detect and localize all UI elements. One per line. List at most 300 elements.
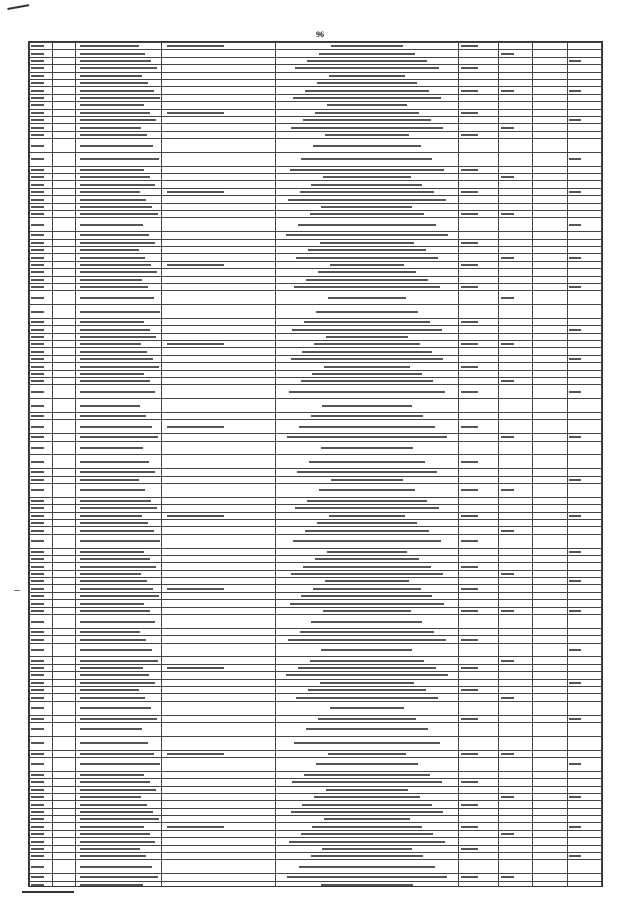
illegible-ink xyxy=(312,826,421,828)
table-row xyxy=(30,643,602,657)
table-row xyxy=(30,694,602,701)
table-cell xyxy=(75,355,161,362)
table-cell xyxy=(567,254,601,261)
illegible-ink xyxy=(80,311,160,313)
table-cell xyxy=(567,570,601,577)
table-cell xyxy=(499,269,533,276)
illegible-ink xyxy=(569,119,581,121)
table-cell xyxy=(30,679,53,686)
table-cell xyxy=(161,757,275,771)
illegible-ink xyxy=(321,884,414,886)
table-cell xyxy=(52,679,75,686)
table-cell xyxy=(30,881,53,887)
table-cell xyxy=(499,715,533,722)
illegible-ink xyxy=(80,249,139,251)
illegible-ink xyxy=(461,169,479,171)
table-cell xyxy=(275,722,458,736)
table-cell xyxy=(275,196,458,203)
table-cell xyxy=(458,399,498,413)
table-cell xyxy=(499,124,533,131)
illegible-ink xyxy=(167,667,224,669)
table-cell xyxy=(567,853,601,860)
illegible-ink xyxy=(31,184,44,186)
table-cell xyxy=(458,152,498,166)
table-cell xyxy=(30,318,53,325)
illegible-ink xyxy=(31,689,44,691)
table-cell xyxy=(75,232,161,239)
table-cell xyxy=(567,94,601,101)
table-cell xyxy=(533,420,567,434)
table-cell xyxy=(533,570,567,577)
illegible-ink xyxy=(80,134,147,136)
illegible-ink xyxy=(80,264,151,266)
illegible-ink xyxy=(80,75,142,77)
table-cell xyxy=(533,434,567,441)
table-cell xyxy=(567,694,601,701)
table-cell xyxy=(533,269,567,276)
illegible-ink xyxy=(302,804,431,806)
table-cell xyxy=(52,65,75,72)
table-cell xyxy=(52,239,75,246)
illegible-ink xyxy=(501,343,514,345)
illegible-ink xyxy=(501,213,514,215)
table-row xyxy=(30,779,602,786)
table-cell xyxy=(533,823,567,830)
table-cell xyxy=(533,845,567,852)
table-cell xyxy=(161,628,275,635)
table-cell xyxy=(52,694,75,701)
table-cell xyxy=(52,786,75,793)
illegible-ink xyxy=(31,358,44,360)
table-row xyxy=(30,378,602,385)
table-cell xyxy=(275,399,458,413)
table-cell xyxy=(161,476,275,483)
table-cell xyxy=(499,505,533,512)
table-cell xyxy=(275,341,458,348)
table-cell xyxy=(30,413,53,420)
table-cell xyxy=(275,578,458,585)
table-cell xyxy=(458,94,498,101)
illegible-ink xyxy=(31,127,44,129)
table-cell xyxy=(499,57,533,64)
table-cell xyxy=(533,341,567,348)
illegible-ink xyxy=(31,158,44,160)
table-cell xyxy=(458,72,498,79)
table-row xyxy=(30,823,602,830)
table-cell xyxy=(30,441,53,455)
table-cell xyxy=(533,636,567,643)
illegible-ink xyxy=(31,286,44,288)
table-cell xyxy=(275,254,458,261)
illegible-ink xyxy=(31,603,44,605)
table-row xyxy=(30,305,602,319)
illegible-ink xyxy=(167,112,224,114)
table-cell xyxy=(30,269,53,276)
illegible-ink xyxy=(31,855,44,857)
table-cell xyxy=(275,469,458,476)
table-cell xyxy=(533,722,567,736)
table-cell xyxy=(275,152,458,166)
table-cell xyxy=(567,65,601,72)
table-cell xyxy=(275,291,458,305)
illegible-ink xyxy=(167,264,224,266)
table-cell xyxy=(275,505,458,512)
illegible-ink xyxy=(288,199,446,201)
illegible-ink xyxy=(305,530,429,532)
illegible-ink xyxy=(569,610,581,612)
table-cell xyxy=(499,218,533,232)
table-cell xyxy=(567,534,601,548)
table-cell xyxy=(458,722,498,736)
table-cell xyxy=(567,555,601,562)
table-row xyxy=(30,672,602,679)
illegible-ink xyxy=(80,82,148,84)
illegible-ink xyxy=(501,257,514,259)
table-row xyxy=(30,570,602,577)
table-cell xyxy=(161,203,275,210)
illegible-ink xyxy=(31,479,44,481)
table-cell xyxy=(52,469,75,476)
illegible-ink xyxy=(31,639,44,641)
table-cell xyxy=(499,102,533,109)
table-cell xyxy=(567,261,601,268)
illegible-ink xyxy=(501,176,514,178)
table-cell xyxy=(458,370,498,377)
table-cell xyxy=(533,378,567,385)
table-cell xyxy=(161,318,275,325)
table-cell xyxy=(499,131,533,138)
illegible-ink xyxy=(80,329,150,331)
illegible-ink xyxy=(80,191,140,193)
table-cell xyxy=(52,555,75,562)
illegible-ink xyxy=(80,321,144,323)
illegible-ink xyxy=(320,682,415,684)
table-cell xyxy=(275,378,458,385)
table-row xyxy=(30,326,602,333)
table-cell xyxy=(275,757,458,771)
table-cell xyxy=(567,211,601,218)
illegible-ink xyxy=(501,90,514,92)
illegible-ink xyxy=(31,580,44,582)
illegible-ink xyxy=(501,573,514,575)
table-cell xyxy=(75,152,161,166)
illegible-ink xyxy=(31,199,44,201)
illegible-ink xyxy=(80,580,147,582)
table-row xyxy=(30,246,602,253)
illegible-ink xyxy=(80,271,157,273)
table-cell xyxy=(458,276,498,283)
table-cell xyxy=(52,269,75,276)
illegible-ink xyxy=(31,763,44,765)
table-row xyxy=(30,333,602,340)
illegible-ink xyxy=(167,45,224,47)
table-cell xyxy=(30,211,53,218)
illegible-ink xyxy=(31,264,44,266)
table-cell xyxy=(30,512,53,519)
illegible-ink xyxy=(319,489,415,491)
illegible-ink xyxy=(327,551,407,553)
table-cell xyxy=(567,124,601,131)
illegible-ink xyxy=(80,224,143,226)
table-cell xyxy=(533,615,567,629)
table-cell xyxy=(161,816,275,823)
table-cell xyxy=(75,771,161,778)
table-cell xyxy=(533,188,567,195)
table-cell xyxy=(75,512,161,519)
table-cell xyxy=(30,399,53,413)
table-cell xyxy=(275,370,458,377)
illegible-ink xyxy=(294,742,440,744)
illegible-ink xyxy=(461,134,479,136)
table-cell xyxy=(499,563,533,570)
table-cell xyxy=(75,203,161,210)
table-cell xyxy=(30,694,53,701)
table-cell xyxy=(75,779,161,786)
table-cell xyxy=(499,686,533,693)
table-cell xyxy=(533,239,567,246)
table-row xyxy=(30,413,602,420)
table-cell xyxy=(161,615,275,629)
table-row xyxy=(30,830,602,837)
table-cell xyxy=(458,318,498,325)
table-cell xyxy=(52,341,75,348)
illegible-ink xyxy=(569,580,581,582)
table-cell xyxy=(533,672,567,679)
illegible-ink xyxy=(80,471,155,473)
table-row xyxy=(30,291,602,305)
illegible-ink xyxy=(31,415,44,417)
illegible-ink xyxy=(461,45,479,47)
illegible-ink xyxy=(31,391,44,393)
illegible-ink xyxy=(286,234,448,236)
table-cell xyxy=(499,363,533,370)
table-cell xyxy=(275,305,458,319)
table-row xyxy=(30,808,602,815)
table-cell xyxy=(161,793,275,800)
table-cell xyxy=(567,512,601,519)
table-cell xyxy=(533,102,567,109)
table-cell xyxy=(30,291,53,305)
table-cell xyxy=(567,333,601,340)
illegible-ink xyxy=(461,242,479,244)
table-cell xyxy=(52,672,75,679)
illegible-ink xyxy=(31,876,44,878)
table-cell xyxy=(275,548,458,555)
table-cell xyxy=(458,615,498,629)
table-cell xyxy=(161,239,275,246)
table-cell xyxy=(499,476,533,483)
table-cell xyxy=(161,636,275,643)
table-cell xyxy=(567,793,601,800)
table-cell xyxy=(75,476,161,483)
table-cell xyxy=(30,218,53,232)
illegible-ink xyxy=(569,436,581,438)
table-cell xyxy=(30,757,53,771)
table-cell xyxy=(567,736,601,750)
table-cell xyxy=(161,534,275,548)
illegible-ink xyxy=(80,358,153,360)
table-cell xyxy=(458,497,498,504)
table-cell xyxy=(275,72,458,79)
table-cell xyxy=(30,469,53,476)
illegible-ink xyxy=(461,366,479,368)
table-cell xyxy=(458,188,498,195)
table-cell xyxy=(275,87,458,94)
table-cell xyxy=(275,326,458,333)
table-row xyxy=(30,505,602,512)
table-cell xyxy=(52,686,75,693)
table-cell xyxy=(499,385,533,399)
table-cell xyxy=(30,808,53,815)
table-cell xyxy=(75,701,161,715)
table-row xyxy=(30,420,602,434)
illegible-ink xyxy=(80,718,157,720)
illegible-ink xyxy=(569,649,581,651)
table-cell xyxy=(533,771,567,778)
table-cell xyxy=(567,318,601,325)
illegible-ink xyxy=(297,471,437,473)
illegible-ink xyxy=(291,573,442,575)
illegible-ink xyxy=(80,206,152,208)
table-cell xyxy=(533,276,567,283)
table-cell xyxy=(52,534,75,548)
table-row xyxy=(30,72,602,79)
table-row xyxy=(30,615,602,629)
table-cell xyxy=(52,715,75,722)
table-cell xyxy=(52,527,75,534)
table-cell xyxy=(30,750,53,757)
illegible-ink xyxy=(80,343,141,345)
illegible-ink xyxy=(296,697,438,699)
illegible-ink xyxy=(80,515,142,517)
table-cell xyxy=(499,355,533,362)
table-cell xyxy=(567,715,601,722)
illegible-ink xyxy=(501,436,514,438)
table-cell xyxy=(52,378,75,385)
table-row xyxy=(30,43,602,50)
illegible-ink xyxy=(304,321,430,323)
table-cell xyxy=(52,736,75,750)
table-cell xyxy=(499,779,533,786)
table-cell xyxy=(458,413,498,420)
table-cell xyxy=(52,420,75,434)
illegible-ink xyxy=(80,573,141,575)
illegible-ink xyxy=(501,53,514,55)
table-row xyxy=(30,657,602,664)
illegible-ink xyxy=(80,674,149,676)
illegible-ink xyxy=(461,67,479,69)
table-cell xyxy=(275,570,458,577)
table-cell xyxy=(458,139,498,153)
illegible-ink xyxy=(31,796,44,798)
table-cell xyxy=(161,469,275,476)
illegible-ink xyxy=(298,224,436,226)
table-cell xyxy=(458,578,498,585)
table-cell xyxy=(499,664,533,671)
illegible-ink xyxy=(80,774,144,776)
table-row xyxy=(30,188,602,195)
illegible-ink xyxy=(293,97,440,99)
table-cell xyxy=(75,174,161,181)
table-cell xyxy=(533,519,567,526)
table-cell xyxy=(275,102,458,109)
table-cell xyxy=(52,701,75,715)
illegible-ink xyxy=(304,774,430,776)
table-cell xyxy=(458,853,498,860)
table-cell xyxy=(499,679,533,686)
illegible-ink xyxy=(461,515,479,517)
illegible-ink xyxy=(461,426,479,428)
illegible-ink xyxy=(31,781,44,783)
table-cell xyxy=(567,816,601,823)
table-cell xyxy=(52,370,75,377)
table-cell xyxy=(458,736,498,750)
table-cell xyxy=(161,181,275,188)
table-cell xyxy=(275,592,458,599)
illegible-ink xyxy=(501,796,514,798)
illegible-ink xyxy=(31,833,44,835)
table-cell xyxy=(567,181,601,188)
table-cell xyxy=(458,291,498,305)
illegible-ink xyxy=(461,781,479,783)
illegible-ink xyxy=(315,112,419,114)
table-cell xyxy=(499,139,533,153)
table-cell xyxy=(275,166,458,173)
illegible-ink xyxy=(501,127,514,129)
table-cell xyxy=(499,860,533,874)
table-cell xyxy=(161,333,275,340)
table-cell xyxy=(567,131,601,138)
illegible-ink xyxy=(287,436,447,438)
table-cell xyxy=(275,527,458,534)
table-cell xyxy=(161,420,275,434)
table-cell xyxy=(75,816,161,823)
illegible-ink xyxy=(316,311,418,313)
table-cell xyxy=(275,318,458,325)
table-cell xyxy=(275,65,458,72)
table-cell xyxy=(30,434,53,441)
table-cell xyxy=(52,874,75,881)
table-cell xyxy=(275,779,458,786)
table-cell xyxy=(30,57,53,64)
table-cell xyxy=(30,527,53,534)
table-cell xyxy=(533,174,567,181)
table-row xyxy=(30,276,602,283)
table-row xyxy=(30,211,602,218)
table-cell xyxy=(161,261,275,268)
table-cell xyxy=(52,196,75,203)
table-cell xyxy=(30,570,53,577)
table-cell xyxy=(499,757,533,771)
table-row xyxy=(30,679,602,686)
table-cell xyxy=(533,166,567,173)
table-row xyxy=(30,152,602,166)
table-cell xyxy=(161,102,275,109)
table-cell xyxy=(30,823,53,830)
illegible-ink xyxy=(299,426,436,428)
illegible-ink xyxy=(301,380,434,382)
table-cell xyxy=(567,399,601,413)
illegible-ink xyxy=(80,405,140,407)
table-row xyxy=(30,476,602,483)
table-cell xyxy=(161,679,275,686)
table-row xyxy=(30,607,602,614)
illegible-ink xyxy=(31,53,44,55)
table-cell xyxy=(499,166,533,173)
table-cell xyxy=(52,43,75,50)
illegible-ink xyxy=(287,876,447,878)
table-cell xyxy=(161,94,275,101)
